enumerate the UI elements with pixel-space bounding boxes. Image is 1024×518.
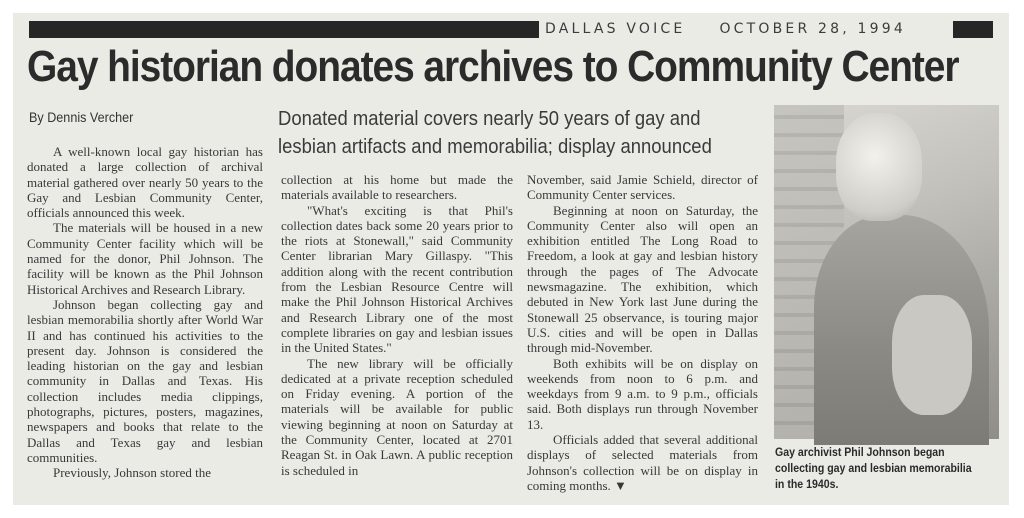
deck-subheadline bbox=[278, 105, 768, 161]
paragraph: November, said Jamie Schield, director of Community Center services. bbox=[527, 172, 758, 203]
publication-name: DALLAS VOICE bbox=[545, 21, 686, 37]
paragraph: "What's exciting is that Phil's collection dates back some 20 years prior to the riots at Stonewall," said Community Center librarian Mary Gillaspy. "This addition along with the recent contribution from the Lesbian Resource Centre will make the Phil Johnson Historical Archives and Research Library one of the most complete libraries on gay and lesbian issues in the United States." bbox=[281, 202, 513, 356]
newspaper-clipping bbox=[13, 13, 1009, 505]
paragraph: Johnson began collecting gay and lesbian memorabilia shortly after World War II and has continued his activities to the present day. Johnson is considered the leading historian on the gay and lesbian community in Dallas and Texas. His collection includes media clippings, photographs, pictures, posters, magazines, newspapers and books that relate to the Dallas and Texas gay and lesbian communities. bbox=[27, 296, 263, 465]
paragraph: collection at his home but made the materials available to researchers. bbox=[281, 172, 513, 203]
paragraph: Officials added that several additional displays of selected materials from Johnson's collection will be on display in coming months. ▼ bbox=[527, 432, 758, 493]
deck-line: lesbian artifacts and memorabilia; display announced bbox=[278, 135, 712, 158]
article-column-1 bbox=[27, 144, 263, 481]
deck-line: Donated material covers nearly 50 years of gay and bbox=[278, 107, 701, 130]
paragraph: A well-known local gay historian has donated a large collection of archival material gathered over nearly 50 years to the Gay and Lesbian Community Center, officials announced this week. bbox=[27, 144, 263, 221]
photo-caption bbox=[775, 444, 1001, 492]
portrait-photo bbox=[774, 105, 999, 439]
paragraph: Both exhibits will be on display on weekends from noon to 6 p.m. and weekdays from 9 a.m. to 9 p.m., officials said. Both displays run through November 13. bbox=[527, 355, 758, 432]
article-column-2 bbox=[281, 172, 513, 478]
caption-line: collecting gay and lesbian memorabilia bbox=[775, 461, 972, 475]
byline: By Dennis Vercher bbox=[29, 109, 134, 125]
headline: Gay historian donates archives to Community Center bbox=[27, 42, 959, 91]
paragraph: The new library will be officially dedicated at a private reception scheduled on Friday evening. A portion of the materials will be available for public viewing beginning at noon on Saturday at the Community Center, located at 2701 Reagan St. in Oak Lawn. A public reception is scheduled in bbox=[281, 355, 513, 478]
paragraph: Previously, Johnson stored the bbox=[53, 465, 212, 481]
caption-line: in the 1940s. bbox=[775, 477, 839, 491]
masthead-rule-left bbox=[29, 21, 539, 38]
publication-date: OCTOBER 28, 1994 bbox=[719, 21, 906, 37]
masthead-rule-right bbox=[953, 21, 993, 38]
photo-arm bbox=[892, 295, 972, 415]
article-column-3 bbox=[527, 172, 758, 493]
paragraph: The materials will be housed in a new Community Center facility which will be named for the donor, Phil Johnson. The facility will be known as the Phil Johnson Historical Archives and Research Library. bbox=[27, 220, 263, 297]
masthead bbox=[545, 19, 949, 40]
paragraph: Beginning at noon on Saturday, the Community Center also will open an exhibition entitled The Long Road to Freedom, a look at gay and lesbian history through the pages of The Advocate newsmagazine. The exhibition, which debuted in New York last June during the Stonewall 25 observance, is touring major U.S. cities and will be open in Dallas through mid-November. bbox=[527, 202, 758, 356]
photo-head bbox=[836, 113, 922, 221]
caption-line: Gay archivist Phil Johnson began bbox=[775, 445, 945, 459]
